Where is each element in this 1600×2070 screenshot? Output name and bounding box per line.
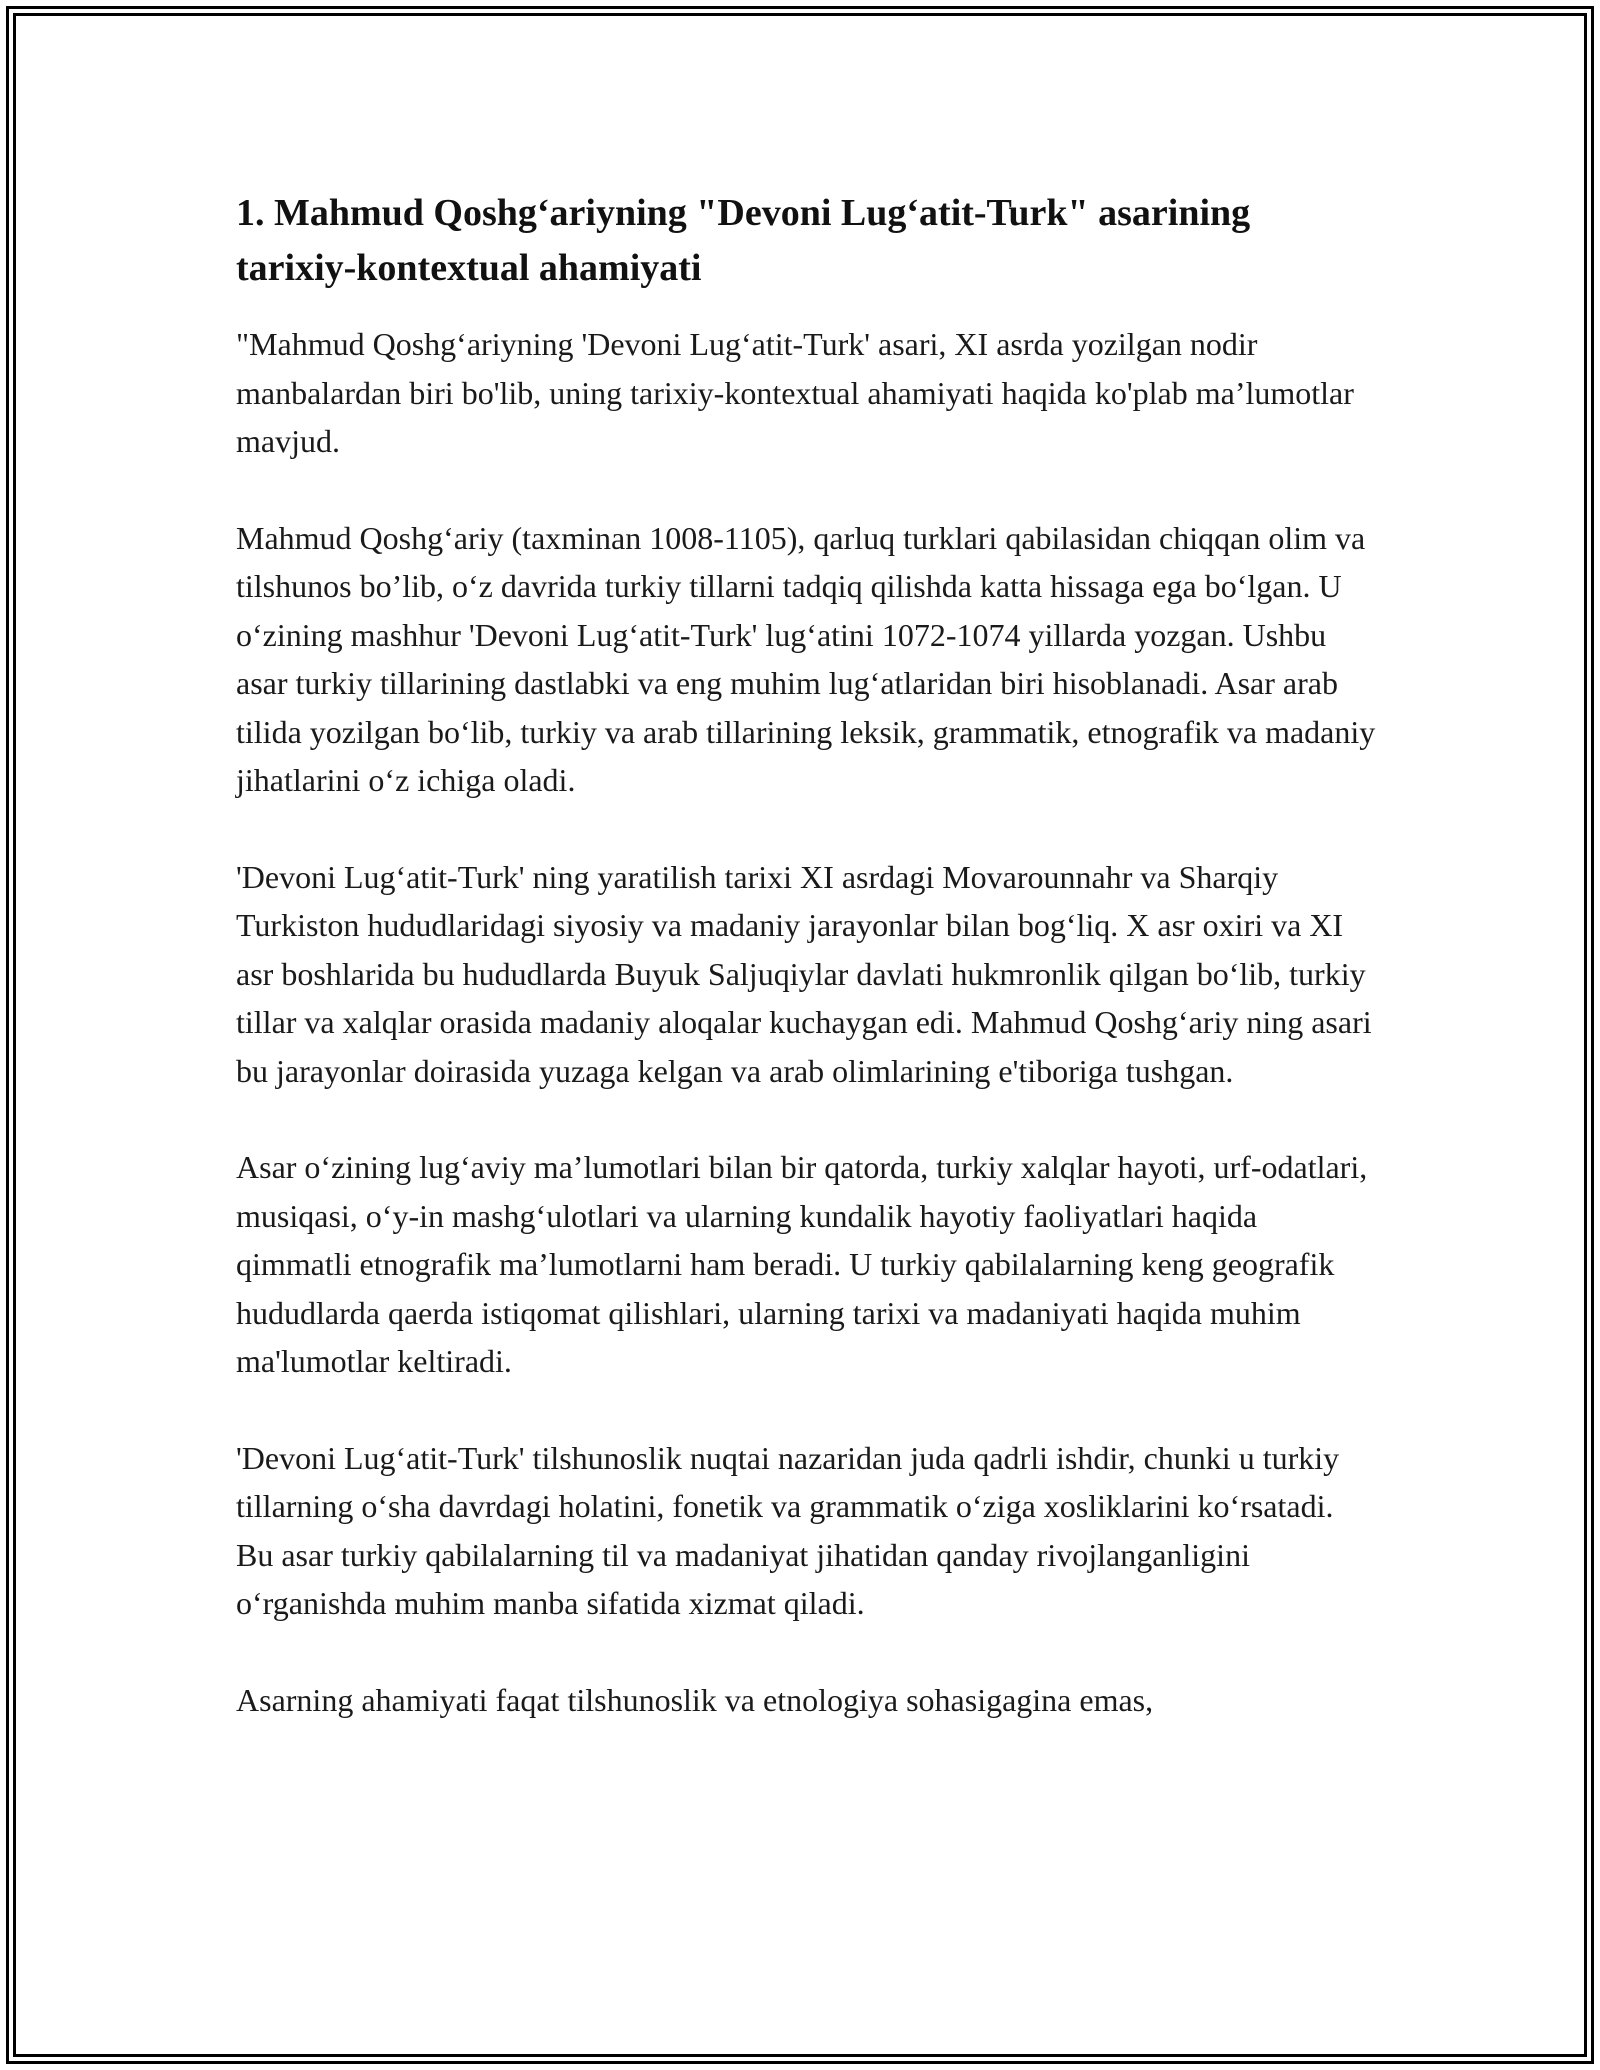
paragraph-author-bio: Mahmud Qoshg‘ariy (taxminan 1008-1105), qarluq turklari qabilasidan chiqqan olim va tilshunos bo’lib, o‘z davrida turkiy tillarni tadqiq qilishda katta hissaga ega bo‘lgan. U o‘zining mashhur 'Devoni Lug‘atit-Turk' lug‘atini 1072-1074 yillarda yozgan. Ushbu asar turkiy tillarining dastlabki va eng muhim lug‘atlaridan biri hisoblanadi. Asar arab tilida yozilgan bo‘lib, turkiy va arab tillarining leksik, grammatik, etnografik va madaniy jihatlarini o‘z ichiga oladi. <box>236 519 1376 798</box>
paragraph-linguistic-value: 'Devoni Lug‘atit-Turk' tilshunoslik nuqtai nazaridan juda qadrli ishdir, chunki u turkiy tillarning o‘sha davrdagi holatini, fonetik va grammatik o‘ziga xosliklarini ko‘rsatadi. Bu asar turkiy qabilalarning til va madaniyat jihatidan qanday rivojlanganligini o‘rganishda muhim manba sifatida xizmat qiladi. <box>236 1439 1340 1621</box>
document-page <box>236 186 1376 1772</box>
section-heading: 1. Mahmud Qoshg‘ariyning "Devoni Lug‘atit-Turk" asarining tarixiy-kontextual ahamiyati <box>236 192 1251 289</box>
paragraph-intro: "Mahmud Qoshg‘ariyning 'Devoni Lug‘atit-Turk' asari, XI asrda yozilgan nodir manbalardan biri bo'lib, uning tarixiy-kontextual ahamiyati haqida ko'plab ma’lumotlar mavjud. <box>236 326 1354 459</box>
paragraph-historical-context: 'Devoni Lug‘atit-Turk' ning yaratilish tarixi XI asrdagi Movarounnahr va Sharqiy Turkiston hududlaridagi siyosiy va madaniy jarayonlar bilan bog‘liq. X asr oxiri va XI asr boshlarida bu hududlarda Buyuk Saljuqiylar davlati hukmronlik qilgan bo‘lib, turkiy tillar va xalqlar orasida madaniy aloqalar kuchaygan edi. Mahmud Qoshg‘ariy ning asari bu jarayonlar doirasida yuzaga kelgan va arab olimlarining e'tiboriga tushgan. <box>236 858 1372 1089</box>
paragraph-significance: Asarning ahamiyati faqat tilshunoslik va etnologiya sohasigagina emas, <box>236 1681 1154 1718</box>
paragraph-ethnographic-value: Asar o‘zining lug‘aviy ma’lumotlari bilan bir qatorda, turkiy xalqlar hayoti, urf-odatlari, musiqasi, o‘y-in mashg‘ulotlari va ularning kundalik hayotiy faoliyatlari haqida qimmatli etnografik ma’lumotlarni ham beradi. U turkiy qabilalarning keng geografik hududlarda qaerda istiqomat qilishlari, ularning tarixi va madaniyati haqida muhim ma'lumotlar keltiradi. <box>236 1149 1368 1379</box>
